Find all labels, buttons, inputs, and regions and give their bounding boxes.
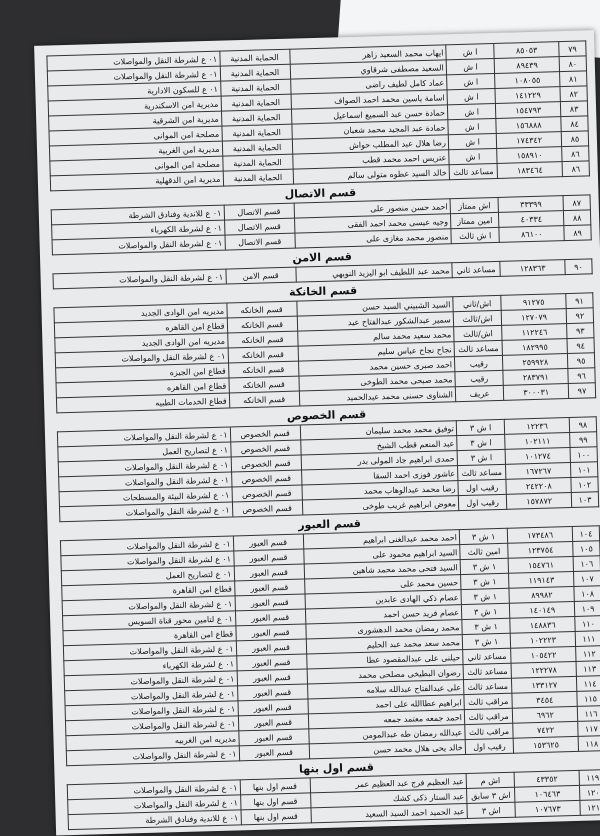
name-cell: محمد رمضان محمد الدهشورى	[305, 620, 462, 639]
destination-cell: ٠١ ع لتصاريح العمل	[58, 442, 231, 462]
department-cell: قسم الخصوص	[232, 485, 302, 502]
name-cell: نجاح نجاح عباس سليم	[298, 342, 455, 361]
name-cell: محمد صبحى محمد الطوخى	[299, 372, 456, 391]
serial-cell: ١١٧	[578, 721, 600, 737]
rank-cell: ١ ش ٣	[460, 558, 509, 574]
department-cell: قسم العبور	[234, 564, 304, 581]
serial-cell: ١٠١	[571, 462, 598, 478]
serial-cell: ١٠٩	[574, 601, 600, 617]
id-number-cell: ١٧٤٣٤٢	[497, 132, 562, 149]
department-cell: الحماية المدنية	[222, 139, 292, 156]
name-cell: حسين محمد على	[304, 575, 461, 594]
destination-cell: مديرية امن الاسكندرية	[48, 96, 221, 116]
destination-cell: قطاع امن القاهرة	[63, 626, 236, 646]
serial-cell: ٩٦	[568, 368, 595, 384]
rank-cell: رقيب	[455, 370, 504, 386]
department-cell: قسم العبور	[238, 729, 308, 746]
document-page	[34, 30, 600, 835]
rank-cell: رقيب اول	[465, 738, 514, 754]
destination-cell: ٠١ ع لشرطة النقل والمواصلات	[67, 780, 240, 800]
department-cell: قسم العبور	[237, 699, 307, 716]
serial-cell: ٨٦	[562, 146, 589, 162]
serial-cell: ٩١	[566, 293, 593, 309]
id-number-cell: ٨٩٤٣٩	[495, 57, 560, 74]
name-cell: عبد الحميد احمد السيد السعيد	[311, 804, 468, 823]
rank-cell: اش/ثالث	[454, 325, 503, 341]
rank-cell: ١ ش ٣	[462, 633, 511, 649]
destination-cell: مديريه امن الغربيه	[66, 731, 239, 751]
department-cell: قسم الخانكه	[226, 301, 296, 318]
serial-cell: ٨٢	[560, 86, 587, 102]
section-title: قسم العبور	[298, 516, 362, 532]
serial-cell: ٨٤	[561, 116, 588, 132]
id-number-cell: ٤٣٣٥٢	[514, 770, 579, 787]
id-number-cell: ١٨٢٩٩٥	[502, 339, 567, 356]
rank-cell: عريف	[455, 385, 504, 401]
serial-cell: ٩٧	[568, 383, 595, 399]
name-cell: عصام ذكي الهادى عابدين	[305, 590, 462, 609]
department-cell: قسم الخصوص	[230, 425, 300, 442]
name-cell: احمد جمعه معتمد جمعه	[308, 710, 465, 729]
destination-cell: ٠١ ع لشرطة النقل والمواصلات	[58, 457, 231, 477]
destination-cell: قطاع امن القاهرة	[62, 581, 235, 601]
rank-cell: ١ ش ٣	[461, 588, 510, 604]
rank-cell: رقيب	[454, 355, 503, 371]
destination-cell: قطاع امن القاهره	[54, 318, 227, 338]
id-number-cell: ١٥٣٦٢٥	[514, 736, 579, 753]
department-cell: قسم الخصوص	[231, 470, 301, 487]
id-number-cell: ١٢٣٧٥٤	[508, 541, 573, 558]
id-number-cell: ١١٢٢٤٦	[502, 324, 567, 341]
department-cell: الحماية المدنية	[221, 94, 291, 111]
id-number-cell: ٢٥٩٩٢٨	[503, 354, 568, 371]
department-cell: قسم اول بنها	[241, 808, 311, 825]
serial-cell: ٩٢	[566, 308, 593, 324]
id-number-cell: ١٣٣١٢٧	[512, 676, 577, 693]
destination-cell: ٠١ ع للاندية وفنادق الشرطة	[68, 810, 241, 830]
destination-cell: ٠١ ع لشرطة النقل والمواصلات	[55, 348, 228, 368]
rank-cell: اش/ثاني	[453, 295, 502, 311]
department-cell: قسم العبور	[237, 669, 307, 686]
section-title: قسم الامن	[292, 250, 353, 265]
id-number-cell: ١٠٥٤٢٢	[511, 646, 576, 663]
destination-cell: ٠١ ع لشرطة النقل والمواصلات	[66, 746, 239, 766]
id-number-cell: ١٠٧٦٧٣	[515, 800, 580, 817]
destination-cell: ٠١ ع لشرطة النقل والمواصلات	[68, 795, 241, 815]
department-cell: قسم الخصوص	[231, 455, 301, 472]
section-title: قسم الاتصال	[284, 185, 357, 201]
destination-cell: قطاع الخدمات الطبيه	[56, 393, 229, 413]
destination-cell: قطاع امن القاهره	[56, 378, 229, 398]
department-cell: قسم العبور	[234, 579, 304, 596]
rank-cell: امين ثالث	[460, 543, 509, 559]
destination-cell: ٠١ ع لشرطة النقل والمواصلات	[60, 536, 233, 556]
id-number-cell: ٤٠٣٣٤	[499, 211, 564, 228]
id-number-cell: ٢٤٢٢٠٨	[506, 477, 571, 494]
id-number-cell: ٩١٢٧٥	[501, 294, 566, 311]
rank-cell: مراقب ثالث	[465, 723, 514, 739]
destination-cell: ٠١ ع لشرطة النقل والمواصلات	[65, 686, 238, 706]
rank-cell: مساعد ثالث	[454, 340, 503, 356]
serial-cell: ٨٥	[561, 131, 588, 147]
name-cell: عبد الستار ذكى كشك	[310, 789, 467, 808]
destination-cell: مصلحة امن الموانى	[50, 156, 223, 176]
department-cell: قسم الاتصال	[224, 233, 294, 250]
name-cell: احمد صبرى حسين محمد	[298, 357, 455, 376]
id-number-cell: ١٥٧٨٧٢	[507, 492, 572, 509]
serial-cell: ١١٩	[579, 770, 600, 786]
serial-cell: ٩٨	[569, 417, 596, 433]
destination-cell: ٠١ ع لشرطة النقل والمواصلات	[65, 716, 238, 736]
department-cell: قسم اول بنها	[240, 793, 310, 810]
rank-cell: اش/ثالث	[453, 310, 502, 326]
serial-cell: ١٠٤	[572, 526, 599, 542]
rank-cell: اش م	[466, 772, 515, 788]
department-cell: الحماية المدنية	[221, 124, 291, 141]
name-cell: عبد المنعم قطب الشيخ	[300, 436, 457, 455]
id-number-cell: ١٠٨٠٥٥	[495, 72, 560, 89]
id-number-cell: ١٢٢٣٦	[505, 418, 570, 435]
id-number-cell: ١٢٨٣٦٣	[500, 260, 565, 277]
rank-cell: مراقب ثالث	[464, 708, 513, 724]
id-number-cell: ١٥٤٧٦١	[508, 556, 573, 573]
name-cell: السيد فتحى محمد محمد شاهين	[304, 560, 461, 579]
department-cell: قسم العبور	[236, 639, 306, 656]
rank-cell: اش ممتاز	[450, 197, 499, 213]
id-number-cell: ١٨٣٤٦٤	[497, 162, 562, 179]
destination-cell: مديريه امن الوادى الجديد	[54, 303, 227, 323]
section-table	[60, 525, 600, 766]
serial-cell: ٩٠	[565, 259, 592, 275]
id-number-cell: ١٠٢٢٢٣	[511, 631, 576, 648]
rank-cell: اش ٣ سابق	[466, 787, 515, 803]
rank-cell: ا ش	[448, 133, 497, 149]
department-cell: قسم العبور	[238, 714, 308, 731]
name-cell: وجيه عيسى محمد احمد الفقى	[294, 214, 451, 233]
id-number-cell: ٧٤٢٢	[513, 721, 578, 738]
destination-cell: ٠١ ع لشرطة النقل والمواصلات	[53, 269, 226, 289]
serial-cell: ٩٤	[567, 338, 594, 354]
department-cell: قسم الخانكه	[228, 361, 298, 378]
department-cell: قسم العبور	[237, 684, 307, 701]
serial-cell: ١٠٣	[571, 492, 598, 508]
rank-cell: ١ ش ٣	[459, 528, 508, 544]
department-cell: قسم العبور	[235, 609, 305, 626]
id-number-cell: ١٧٣٤٨٦	[508, 526, 573, 543]
rank-cell: ١ ش ٣	[461, 603, 510, 619]
name-cell: عبد العظيم فرج عبد العظيم عمر	[310, 774, 467, 793]
name-cell: منصور محمد مغازى على	[295, 229, 452, 248]
destination-cell: مديريه امن الوادى الجديد	[55, 333, 228, 353]
id-number-cell: ٨٥٠٥٣	[494, 42, 559, 59]
id-number-cell: ١٠١٢٧٤	[505, 448, 570, 465]
department-cell: قسم العبور	[235, 594, 305, 611]
name-cell: عصام فريد حسن احمد	[305, 605, 462, 624]
serial-cell: ١٢١	[580, 800, 600, 816]
section-title: قسم الخانكة	[288, 283, 358, 299]
name-cell: احمد حسن منصور على	[294, 199, 451, 218]
name-cell: ايهاب محمد السعيد زاهر	[289, 45, 446, 64]
department-cell: قسم الامن	[225, 267, 295, 284]
name-cell: خالد يحى هلال محمد حسن	[309, 740, 466, 759]
serial-cell: ١١٨	[578, 736, 600, 752]
rank-cell: ا ش ٣	[457, 434, 506, 450]
destination-cell: ٠١ ع لشرطة النقل والمواصلات	[57, 427, 230, 447]
department-cell: قسم الخانكه	[227, 316, 297, 333]
destination-cell: ٠١ ع لشرطة الكهرباء	[52, 220, 225, 240]
section-table	[46, 40, 590, 191]
serial-cell: ١٠٨	[574, 586, 600, 602]
name-cell: رضوان البطيخى مصلحى محمد	[307, 665, 464, 684]
serial-cell: ٨٦	[562, 161, 589, 177]
destination-cell: مصلحة امن الموانى	[49, 126, 222, 146]
destination-cell: ٠١ ع لشرطة النقل والمواصلات	[47, 66, 220, 86]
serial-cell: ١٠٠	[570, 447, 597, 463]
department-cell: قسم الخانكه	[227, 331, 297, 348]
name-cell: محمد سعيد محمد سالم	[297, 327, 454, 346]
id-number-cell: ١٥٨٩١٠	[497, 147, 562, 164]
id-number-cell: ١٥٤٧٩٣	[496, 102, 561, 119]
destination-cell: ٠١ ع لشرطة النقل والمواصلات	[59, 472, 232, 492]
id-number-cell: ١١٩١٤٣	[509, 571, 574, 588]
id-number-cell: ٣٣٣٩٩	[498, 196, 563, 213]
destination-cell: ٠١ ع لشرطة النقل والمواصلات	[61, 551, 234, 571]
serial-cell: ٨٠	[559, 56, 586, 72]
id-number-cell: ١٥٦٨٨٨	[496, 117, 561, 134]
rank-cell: مساعد ثالث	[449, 163, 498, 179]
section-title: قسم اول بنها	[298, 760, 374, 776]
name-cell: حمادة حسن عبد السميع اسماعيل	[291, 105, 448, 124]
section-title: قسم الخصوص	[286, 407, 367, 423]
destination-cell: ٠١ ع لشرطة النقل والمواصلات	[59, 502, 232, 522]
name-cell: السيد ابراهيم محمود على	[303, 545, 460, 564]
department-cell: قسم الخانكه	[228, 346, 298, 363]
department-cell: قسم الاتصال	[224, 203, 294, 220]
department-cell: قسم العبور	[233, 534, 303, 551]
id-number-cell: ٨٦١٠٠	[499, 226, 564, 243]
name-cell: سمير عبدالشكور عبدالفتاح عيد	[297, 312, 454, 331]
name-cell: السعيد مصطفى شرقاوي	[290, 60, 447, 79]
destination-cell: ٠١ ع لشرطة النقل والمواصلات	[47, 51, 220, 71]
id-number-cell: ٢٨٣٧٩١	[503, 369, 568, 386]
serial-cell: ١١٢	[576, 646, 600, 662]
name-cell: حيلنى على عبدالمقصود عطا	[306, 650, 463, 669]
rank-cell: ا ش ٣	[456, 419, 505, 435]
destination-cell: مديرية امن الشرقية	[49, 111, 222, 131]
department-cell: الحماية المدنية	[223, 169, 293, 186]
serial-cell: ١٠٥	[573, 541, 600, 557]
name-cell: على عبدالفتاح عبدالله سلامه	[307, 680, 464, 699]
serial-cell: ٨٧	[563, 195, 590, 211]
rank-cell: ١ ش ٣	[460, 573, 509, 589]
department-cell: قسم الخانكه	[229, 391, 299, 408]
rank-cell: ا ش	[449, 148, 498, 164]
department-cell: قسم العبور	[236, 654, 306, 671]
name-cell: ابراهيم عطاالله على احمد	[308, 695, 465, 714]
id-number-cell: ١٤١٢٢٩	[495, 87, 560, 104]
rank-cell: ا ش	[448, 118, 497, 134]
rank-cell: ا ش	[446, 43, 495, 59]
serial-cell: ١١٠	[575, 616, 600, 632]
name-cell: عتريس احمد محمد قطب	[292, 150, 449, 169]
id-number-cell: ٦٩٦٢	[513, 706, 578, 723]
rank-cell: ا ش	[447, 103, 496, 119]
id-number-cell: ٣٤٥٤	[512, 691, 577, 708]
rank-cell: رقيب اول	[458, 494, 507, 510]
department-cell: قسم العبور	[235, 624, 305, 641]
department-cell: قسم الخصوص	[230, 440, 300, 457]
serial-cell: ٨٣	[560, 101, 587, 117]
destination-cell: ٠١ ع لشرطة البيئة والمسطحات	[59, 487, 232, 507]
destination-cell: ٠١ ع للسكون الادارية	[48, 81, 221, 101]
rank-cell: مساعد ثالث	[457, 464, 506, 480]
department-cell: الحماية المدنية	[220, 79, 290, 96]
serial-cell: ١٠٧	[574, 571, 600, 587]
rank-cell: ا ش ثالث	[451, 227, 500, 243]
name-cell: محمد عبد اللطيف ابو اليزيد النويهي	[295, 263, 452, 282]
name-cell: معوض ابراهيم غريب طوخى	[302, 496, 459, 515]
name-cell: حمدى ابراهيم جاد المولى بدر	[301, 451, 458, 470]
destination-cell: ٠١ ع لشرطة النقل والمواصلات	[52, 235, 225, 255]
id-number-cell: ١٤٠١٤٩	[510, 601, 575, 618]
rank-cell: مراقب ثالث	[464, 693, 513, 709]
name-cell: رضا محمد عبدالوهاب محمد	[302, 481, 459, 500]
serial-cell: ٨٩	[564, 225, 591, 241]
name-cell: احمد محمد عبدالغنى ابراهيم	[303, 530, 460, 549]
destination-cell: مديرية امن الغربية	[49, 141, 222, 161]
serial-cell: ٨١	[560, 71, 587, 87]
name-cell: توفيق محمد محمد سليمان	[300, 421, 457, 440]
rank-cell: مساعد ثاني	[452, 261, 501, 277]
name-cell: عماد كامل لطيف راضى	[290, 75, 447, 94]
department-cell: الحماية المدنية	[219, 49, 289, 66]
rank-cell: مساعد ثالث	[463, 663, 512, 679]
rank-cell: امين ممتاز	[450, 212, 499, 228]
department-cell: قسم الاتصال	[224, 218, 294, 235]
id-number-cell: ٣٠٠٠٣١	[504, 384, 569, 401]
destination-cell: ٠١ ع لتامين محور قناة السويس	[63, 611, 236, 631]
rank-cell: مساعد ثاني	[463, 648, 512, 664]
id-number-cell: ٨٩٩٨٢	[509, 586, 574, 603]
department-cell: قسم العبور	[239, 744, 309, 761]
name-cell: حمادة عبد المجيد محمد شعبان	[291, 120, 448, 139]
id-number-cell: ١٠٢١١١	[505, 433, 570, 450]
serial-cell: ٧٩	[559, 41, 586, 57]
serial-cell: ١١٥	[577, 691, 600, 707]
name-cell: اسامة ياسين محمد احمد الصواف	[291, 90, 448, 109]
name-cell: عبدالله رمضان طه عبدالمومن	[308, 725, 465, 744]
department-cell: قسم الخصوص	[232, 500, 302, 517]
serial-cell: ٩٥	[567, 353, 594, 369]
serial-cell: ١٠٦	[573, 556, 600, 572]
section-table	[57, 416, 599, 522]
id-number-cell: ١٠٦٤٦٣	[515, 785, 580, 802]
destination-cell: قطاع امن الجيزه	[56, 363, 229, 383]
rank-cell: رقيب اول	[458, 479, 507, 495]
name-cell: السيد الشبيني السيد حسن	[296, 297, 453, 316]
serial-cell: ١١١	[575, 631, 600, 647]
serial-cell: ٩٣	[567, 323, 594, 339]
name-cell: خالد السيد عطوه متولى سالم	[293, 165, 450, 184]
id-number-cell: ١٢٢٢٧٨	[511, 661, 576, 678]
rank-cell: ا ش ٣	[457, 449, 506, 465]
department-cell: قسم العبور	[233, 549, 303, 566]
department-cell: الحماية المدنية	[222, 154, 292, 171]
serial-cell: ١١٦	[577, 706, 600, 722]
section-table	[53, 292, 596, 413]
id-number-cell: ١٢٧٠٧٩	[502, 309, 567, 326]
destination-cell: ٠١ ع لشرطة النقل والمواصلات	[63, 641, 236, 661]
serial-cell: ١١٤	[576, 676, 600, 692]
rank-cell: مساعد ثالث	[463, 678, 512, 694]
destination-cell: ٠١ ع لتصاريح العمل	[61, 566, 234, 586]
rank-cell: ا ش	[447, 88, 496, 104]
department-cell: قسم اول بنها	[240, 778, 310, 795]
serial-cell: ١٢٠	[580, 785, 600, 801]
serial-cell: ٩٩	[570, 432, 597, 448]
destination-cell: ٠١ ع لشرطة الكهرباء	[64, 656, 237, 676]
serial-cell: ١٠٢	[571, 477, 598, 493]
rank-cell: ١ ش ٣	[462, 618, 511, 634]
rank-cell: ا ش	[446, 73, 495, 89]
name-cell: محمد سعد محمد عبد الحليم	[306, 635, 463, 654]
destination-cell: ٠١ ع لشرطة النقل والمواصلات	[64, 671, 237, 691]
destination-cell: ٠١ ع لشرطة النقل والمواصلات	[62, 596, 235, 616]
serial-cell: ٨٨	[563, 210, 590, 226]
department-cell: الحماية المدنية	[221, 109, 291, 126]
name-cell: الشناوى حسنى محمد عبدالحميد	[299, 387, 456, 406]
destination-cell: ٠١ ع لشرطة النقل والمواصلات	[65, 701, 238, 721]
id-number-cell: ١٦٧٢٦٧	[506, 463, 571, 480]
destination-cell: مديرية امن الدقهلية	[50, 171, 223, 191]
department-cell: الحماية المدنية	[220, 64, 290, 81]
department-cell: قسم الخانكه	[228, 376, 298, 393]
name-cell: عاشور فوزى احمد السقا	[301, 466, 458, 485]
rank-cell: اش ٣	[467, 802, 516, 818]
serial-cell: ١١٣	[576, 661, 600, 677]
id-number-cell: ١٤٨٨٣٦	[510, 616, 575, 633]
rank-cell: ا ش	[446, 58, 495, 74]
destination-cell: ٠١ ع للاندية وفنادق الشرطة	[51, 205, 224, 225]
name-cell: رضا هلال عبد المطلب حواش	[292, 135, 449, 154]
